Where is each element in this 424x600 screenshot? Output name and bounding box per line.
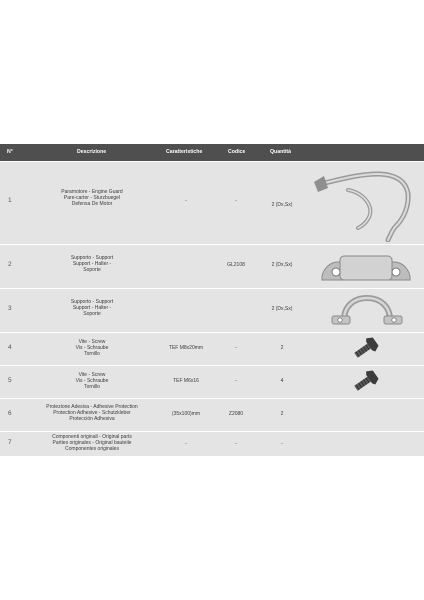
row-description: Supporto - Support Support - Halter - Soporte — [70, 255, 114, 274]
table-header — [0, 144, 424, 161]
header-code: Codice — [228, 149, 246, 155]
table-row — [0, 245, 424, 289]
row-description: Paramotore - Engine Guard Pare-carter - Sturzbuegel Defensa De Motor — [61, 189, 123, 208]
hex-screw-icon — [350, 336, 380, 362]
row-quantity: 2 — [280, 411, 284, 417]
header-characteristics: Caratteristiche — [166, 149, 203, 155]
header-quantity: Quantità — [270, 149, 292, 155]
header-num: N° — [7, 149, 13, 155]
row-number: 5 — [8, 377, 12, 384]
row-description: Protezione Adesiva - Adhesive Protection Protection Adhesive - Schutzkleber Protección Adhesiva — [46, 404, 138, 423]
row-characteristics: - — [185, 198, 187, 204]
table-row — [0, 289, 424, 333]
table-row — [0, 432, 424, 457]
row-code: - — [235, 378, 237, 384]
row-code: - — [235, 441, 237, 447]
row-quantity: 2 — [280, 345, 284, 351]
row-number: 2 — [8, 261, 12, 268]
row-description: Supporto - Support Support - Halter - Soporte — [70, 299, 114, 318]
row-quantity: - — [281, 441, 283, 447]
row-quantity: 2 (Dx,Sx) — [271, 262, 293, 268]
row-quantity: 2 (Dx,Sx) — [271, 306, 293, 312]
row-description: Vite - Screw Vis - Schraube Tornillo — [75, 372, 109, 391]
row-code: - — [235, 345, 237, 351]
row-number: 7 — [8, 439, 12, 446]
table-row — [0, 162, 424, 245]
table-row — [0, 333, 424, 366]
clamp-support-icon — [330, 294, 404, 328]
row-characteristics: - — [185, 441, 187, 447]
row-description: Componenti originali - Original parts Parties originales - Original bauteile Componentes originales — [52, 434, 132, 453]
row-code: GL2108 — [227, 262, 245, 268]
header-description: Descrizione — [77, 149, 107, 155]
row-characteristics: (35x100)mm — [171, 411, 201, 417]
row-quantity: 2 (Dx,Sx) — [271, 202, 293, 208]
row-characteristics: TEF M8x20mm — [168, 345, 204, 351]
row-number: 6 — [8, 410, 12, 417]
row-number: 3 — [8, 305, 12, 312]
row-description: Vite - Screw Vis - Schraube Tornillo — [75, 339, 109, 358]
row-number: 4 — [8, 344, 12, 351]
row-characteristics: TEF M6x16 — [173, 378, 199, 384]
row-code: - — [235, 198, 237, 204]
bracket-plate-icon — [318, 250, 414, 284]
engine-guard-bar-icon — [308, 166, 416, 242]
row-code: Z2080 — [228, 411, 244, 417]
row-number: 1 — [8, 197, 12, 204]
table-row — [0, 399, 424, 432]
row-quantity: 4 — [280, 378, 284, 384]
hex-screw-icon — [350, 369, 380, 395]
table-row — [0, 366, 424, 399]
